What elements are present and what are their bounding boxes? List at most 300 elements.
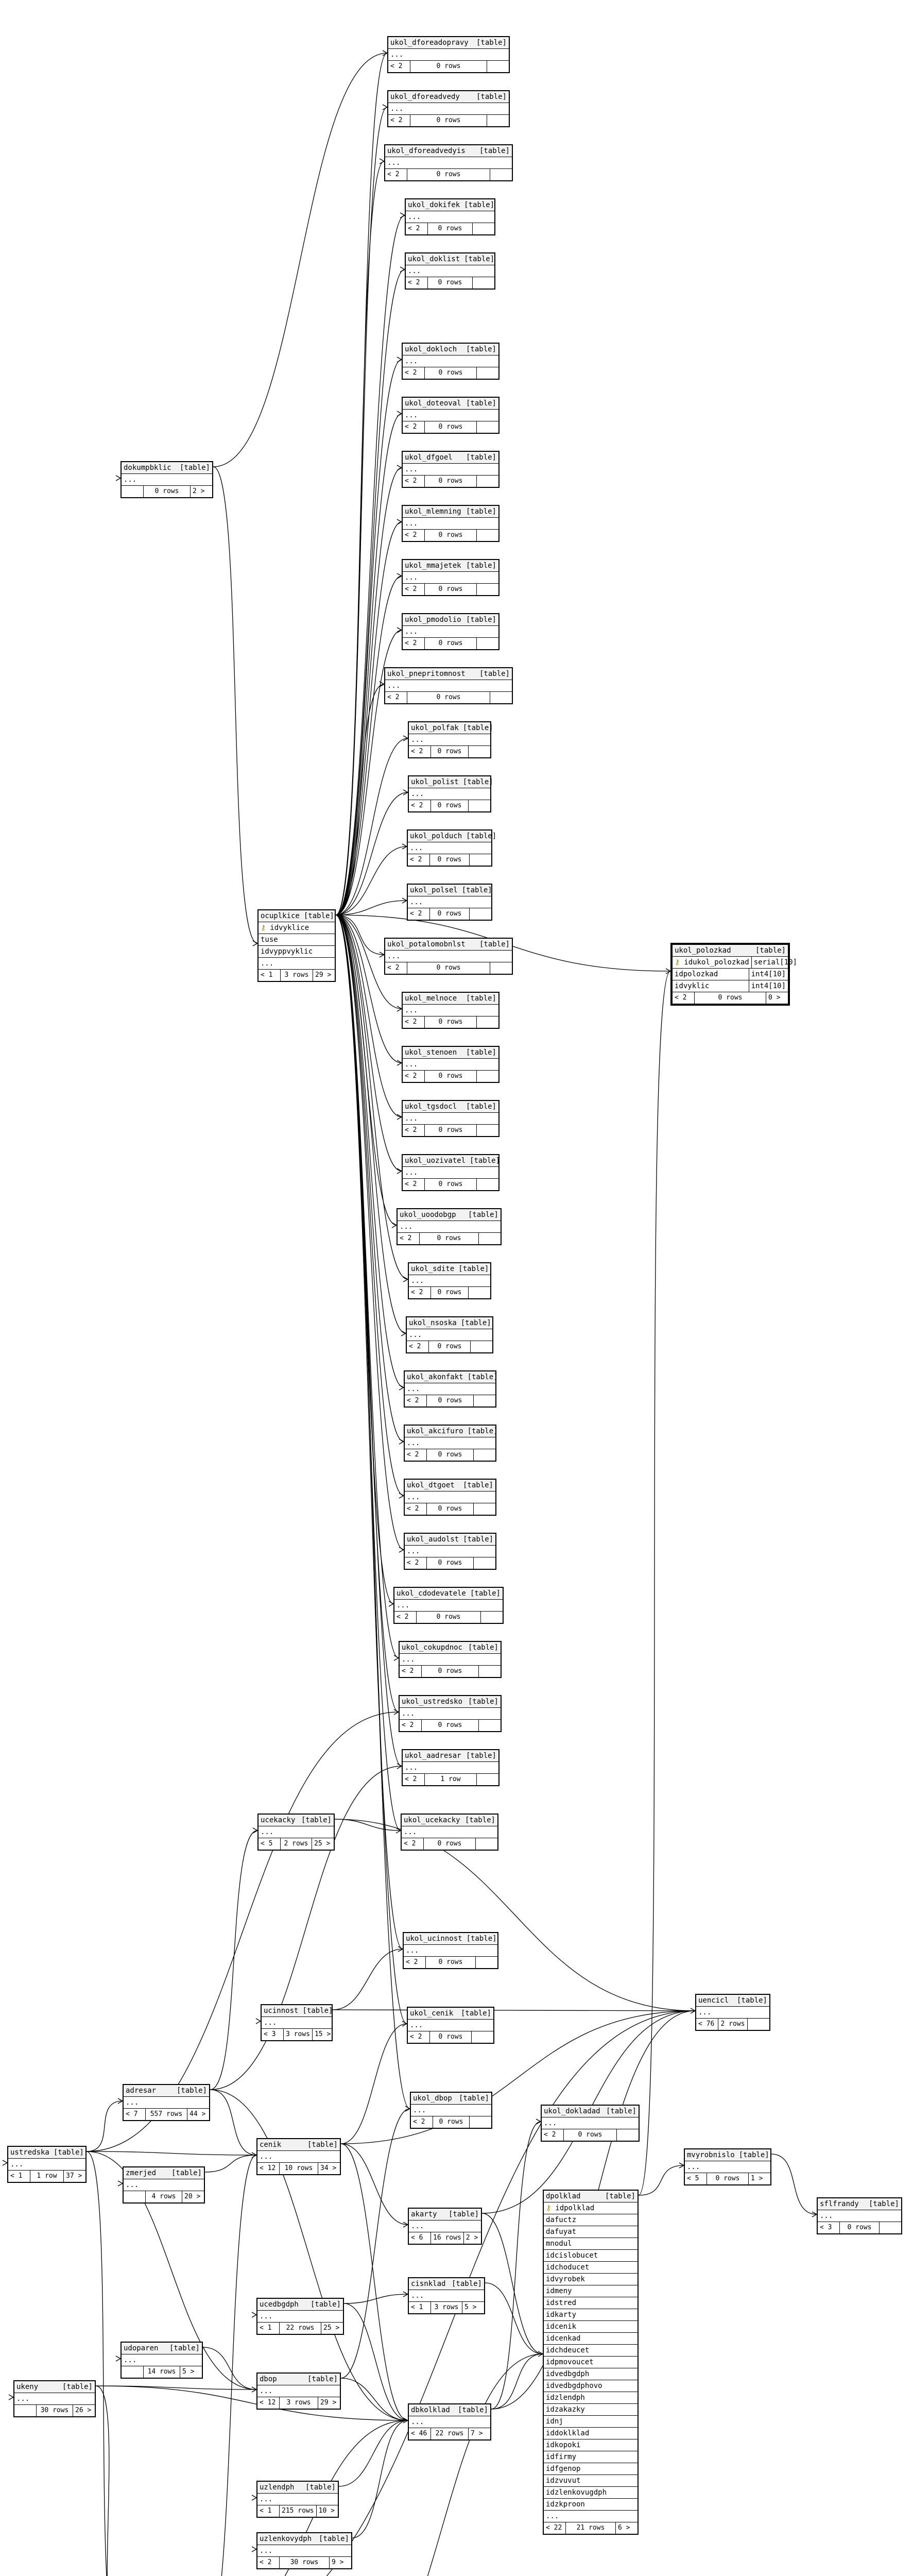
column-name: ... [407,1385,420,1393]
column-row[interactable] [406,211,494,223]
table-name[interactable]: ukol_polsel [410,886,458,894]
table-ukol-akonfakt[interactable] [404,1370,496,1408]
table-ukeny[interactable] [13,2380,96,2417]
child-count: 2 > [463,2232,486,2244]
column-row[interactable] [409,788,490,800]
column-row[interactable] [544,2368,638,2380]
child-count: 9 > [329,2557,351,2568]
table-title-row [411,2093,491,2105]
row-count: 0 rows [407,692,490,703]
table-name[interactable]: akarty [411,2210,437,2218]
table-ukol-cenik[interactable] [407,2007,494,2044]
column-row[interactable] [257,2545,351,2557]
table-name[interactable]: ukeny [16,2383,39,2391]
row-count: 0 rows [430,746,468,757]
column-row[interactable] [403,1167,498,1179]
column-row[interactable] [402,1826,497,1838]
table-ukol-ustredsko[interactable] [399,1695,502,1732]
row-count: 0 rows [429,854,469,866]
table-name[interactable]: ucinnost [264,2007,299,2015]
column-name: ... [126,2181,139,2189]
parent-count: < 2 [405,423,417,431]
column-row[interactable] [673,957,797,969]
column-name: idpmovoucet [546,2358,594,2366]
table-title-row [405,1426,498,1437]
table-ustredska[interactable] [7,2146,87,2183]
column-row[interactable] [388,103,509,115]
column-row[interactable] [257,2151,340,2163]
column-row[interactable] [8,2159,85,2171]
table-uzlenkovydph[interactable] [256,2532,352,2569]
table-ukol-dokladad[interactable] [541,2105,640,2142]
table-name[interactable]: cisnklad [411,2280,446,2288]
table-name[interactable]: ukol_polist [411,778,459,786]
column-row[interactable] [544,2392,638,2404]
table-name[interactable]: mvyrobnislo [687,2151,735,2159]
table-adresar[interactable] [123,2084,210,2121]
table-ukol-cokupdnoc[interactable] [399,1641,502,1678]
column-row[interactable] [544,2357,638,2368]
table-type-label: [table] [468,1643,498,1652]
column-row[interactable] [544,2333,638,2345]
table-title-row [406,253,494,265]
table-title-row [405,1534,495,1546]
table-ucekacky[interactable] [257,1814,335,1851]
table-name[interactable]: ocuplkice [261,912,300,920]
table-ukol-tgsdocl[interactable] [402,1100,499,1137]
table-name[interactable]: uzlenkovydph [260,2535,312,2543]
table-ocuplkice[interactable] [257,909,336,982]
table-name[interactable]: ukol_mmajetek [405,562,461,570]
column-row[interactable] [544,2475,638,2487]
table-name[interactable]: ukol_polfak [411,724,459,732]
table-ukol-cdodevatele[interactable] [393,1587,504,1624]
column-name: ... [405,1114,418,1123]
table-stats-row [403,1179,498,1190]
table-name[interactable]: ukol_dtgoet [407,1481,455,1489]
parent-count: < 2 [410,910,422,918]
column-row[interactable] [122,2354,202,2366]
table-name[interactable]: ukol_akcifuro [407,1427,463,1435]
column-row[interactable] [411,2105,491,2116]
table-ukol-ucekacky[interactable] [401,1814,498,1851]
table-title-row [406,199,494,211]
column-row[interactable] [257,2494,338,2505]
table-dokumpbklic[interactable] [120,461,213,498]
column-row[interactable] [409,734,490,746]
table-name[interactable]: ukol_aadresar [405,1752,461,1760]
relationship-edge [336,522,402,915]
column-name: ... [408,267,421,275]
relationship-edge [336,915,410,2109]
column-row[interactable] [673,969,788,980]
parent-count: < 5 [261,1840,273,1848]
table-stats-row [696,2019,769,2030]
table-name[interactable]: ukol_audolst [407,1535,459,1544]
table-name[interactable]: ukol_potalomobnlst [387,940,466,948]
parent-count: < 2 [405,1126,417,1134]
table-title-row [409,2404,490,2416]
column-row[interactable] [124,2179,204,2191]
table-name[interactable]: ukol_polozkad [675,946,731,955]
table-ukol-akcifuro[interactable] [404,1425,496,1462]
table-ukol-aadresar[interactable] [402,1749,499,1786]
parent-count: < 5 [687,2175,699,2182]
column-row[interactable] [542,2117,639,2129]
column-row[interactable] [544,2451,638,2463]
column-row[interactable] [124,2097,209,2109]
table-uencicl[interactable] [695,1994,770,2031]
column-row[interactable] [405,1383,495,1395]
table-ukol-polsel[interactable] [407,884,492,921]
row-count: 0 rows [410,61,487,72]
row-count: 2 rows [280,1838,312,1850]
table-name[interactable]: ukol_mlemning [405,507,461,516]
table-stats-row [398,1233,501,1244]
column-name: ... [264,2019,277,2027]
edge-arrowhead [252,2312,256,2317]
parent-count: < 2 [405,639,417,647]
column-row[interactable] [259,922,335,934]
column-row[interactable] [257,2385,340,2397]
table-ukol-uoodobgp[interactable] [397,1208,502,1245]
table-type-label: [table] [466,562,496,570]
table-ukol-melnoce[interactable] [402,992,499,1029]
table-name[interactable]: dpolklad [546,2192,581,2200]
table-cenik[interactable] [256,2138,341,2175]
table-title-row [409,2209,481,2221]
column-row[interactable] [388,49,509,61]
table-name[interactable]: ukol_doteoval [405,399,461,408]
column-row[interactable] [544,2274,638,2285]
table-title-row [257,2374,340,2385]
table-name[interactable]: uencicl [698,1996,729,2005]
table-zmerjed[interactable] [123,2166,205,2204]
table-name[interactable]: ukol_melnoce [405,994,457,1003]
table-title-row [544,2191,638,2202]
table-ukol-dokifek[interactable] [405,198,495,235]
column-row[interactable] [405,1437,495,1449]
column-row[interactable] [398,1221,501,1233]
column-name: idzvuvut [546,2477,581,2485]
column-row[interactable] [544,2250,638,2262]
column-row[interactable] [544,2428,638,2439]
column-row[interactable] [403,1059,498,1071]
column-row[interactable] [257,2311,343,2323]
child-count [473,1503,495,1515]
table-ukol-doklist[interactable] [405,252,495,290]
table-ukol-mlemning[interactable] [402,505,499,542]
table-ucedbgdph[interactable] [256,2298,344,2335]
column-row[interactable] [408,896,491,908]
table-type-label: [table] [466,399,496,408]
column-row[interactable] [385,951,512,962]
table-name[interactable]: zmerjed [126,2169,157,2177]
table-stats-row [400,1720,501,1731]
row-count: 3 rows [283,2029,312,2040]
table-ucinnost[interactable] [261,2004,333,2041]
table-ukol-pnepritomnost[interactable] [384,667,513,704]
column-name: ... [409,1331,422,1339]
column-row[interactable] [409,2221,481,2232]
table-type-label: [table] [466,453,496,462]
table-name[interactable]: ukol_dfgoel [405,453,453,462]
column-row[interactable] [405,1546,495,1557]
key-icon: ⚷ [675,958,680,967]
column-row[interactable] [394,1600,503,1612]
table-name[interactable]: ukol_cokupdnoc [402,1643,463,1652]
column-row[interactable] [259,1826,334,1838]
table-name[interactable]: adresar [126,2087,157,2095]
relationship-edge [341,2378,408,2420]
table-type-label: [table] [461,886,492,894]
table-ukol-ucinnost[interactable] [403,1932,498,1969]
column-row[interactable] [673,980,788,992]
column-name: ... [124,2356,137,2364]
column-row[interactable] [403,626,498,638]
column-name: ... [260,2495,273,2503]
column-row[interactable] [544,2297,638,2309]
table-name[interactable]: ukol_nsoska [409,1319,457,1327]
column-row[interactable] [403,1113,498,1125]
table-ukol-polist[interactable] [408,775,491,812]
parent-count: < 2 [404,1840,416,1848]
row-count: 0 rows [421,1666,478,1677]
table-name[interactable]: ukol_dokifek [408,201,460,209]
table-ukol-dokloch[interactable] [402,343,499,380]
table-type-label: [table] [462,778,493,786]
table-type-label: [table] [466,1103,496,1111]
table-ukol-stenoen[interactable] [402,1046,499,1083]
table-name[interactable]: ukol_dokladad [544,2107,600,2115]
column-row[interactable] [404,1945,497,1957]
table-sflfrandy[interactable] [817,2197,902,2234]
table-title-row [409,722,493,734]
column-row[interactable] [403,410,498,421]
child-count: 6 > [615,2522,638,2534]
relationship-edge [336,107,387,915]
table-title-row [400,1696,501,1708]
table-name[interactable]: ukol_stenoen [405,1048,457,1057]
table-ukol-polduch[interactable] [407,829,497,867]
column-row[interactable] [544,2487,638,2499]
table-name[interactable]: ukol_akonfakt [407,1373,463,1381]
column-row[interactable] [544,2511,638,2522]
column-name: ... [402,1709,415,1718]
table-name[interactable]: ukol_pnepritomnost [387,670,466,678]
table-title-row [409,776,493,788]
column-row[interactable] [409,2416,490,2428]
table-ukol-potalomobnlst[interactable] [384,938,513,975]
column-row[interactable] [818,2210,901,2222]
table-type-label: [table] [466,507,496,516]
table-name[interactable]: ukol_cdodevatele [397,1589,466,1598]
table-ukol-polozkad[interactable] [670,943,797,1006]
parent-count: < 2 [387,171,400,178]
column-name: ... [410,2021,423,2029]
parent-count: < 3 [264,2030,276,2038]
table-title-row [14,2381,95,2393]
column-row[interactable] [544,2202,638,2214]
column-row[interactable] [544,2214,638,2226]
table-ukol-audolst[interactable] [404,1533,496,1570]
table-title-row [257,2482,338,2494]
row-count: 0 rows [424,1071,476,1082]
column-row[interactable] [259,946,335,958]
table-name[interactable]: udoparen [124,2344,159,2352]
table-name[interactable]: ukol_pmodolio [405,616,461,624]
table-ukol-dfgoel[interactable] [402,451,499,488]
column-row[interactable] [408,2020,493,2031]
table-name[interactable]: ukol_doklist [408,255,460,263]
table-ukol-nsoska[interactable] [406,1316,493,1353]
column-name: ... [397,1601,410,1609]
table-stats-row [257,2323,343,2334]
table-name[interactable]: ukol_polduch [410,832,462,840]
column-row[interactable] [544,2404,638,2416]
column-row[interactable] [409,1275,490,1287]
column-row[interactable] [403,464,498,476]
column-row[interactable] [14,2393,95,2405]
table-mvyrobnislo[interactable] [684,2148,771,2185]
column-row[interactable] [400,1708,501,1720]
column-name: ... [405,411,418,419]
column-row[interactable] [403,572,498,584]
table-title-row [409,2278,484,2290]
column-row[interactable] [409,2290,484,2302]
column-row[interactable] [544,2321,638,2333]
column-row[interactable] [403,1005,498,1016]
column-name: ... [407,1439,420,1447]
child-count [468,746,490,757]
table-ukol-dtgoet[interactable] [404,1479,496,1516]
table-ukol-uozivatel[interactable] [402,1154,499,1191]
table-name[interactable]: ukol_ucinnost [406,1935,462,1943]
table-name[interactable]: ukol_tgsdocl [405,1103,457,1111]
table-stats-row [403,584,498,595]
column-row[interactable] [405,1492,495,1503]
parent-count: < 2 [390,62,403,70]
table-name[interactable]: ucedbgdph [260,2300,299,2309]
table-name[interactable]: dbkolklad [411,2406,450,2414]
table-ukol-dforeadvedyis[interactable] [384,144,513,181]
parent-count: < 2 [405,585,417,593]
table-title-row [257,2299,343,2311]
table-name[interactable]: ucekacky [261,1816,296,1824]
column-row[interactable] [544,2309,638,2321]
table-dbkolklad[interactable] [408,2403,491,2441]
column-row[interactable] [544,2238,638,2250]
column-row[interactable] [406,265,494,277]
column-row[interactable] [403,518,498,530]
table-udoparen[interactable] [120,2342,203,2379]
column-row[interactable] [696,2007,769,2019]
column-row[interactable] [403,1762,498,1774]
table-akarty[interactable] [408,2208,482,2245]
table-dpolklad[interactable] [543,2190,639,2535]
table-name[interactable]: sflfrandy [820,2200,859,2208]
table-cisnklad[interactable] [408,2277,485,2314]
column-row[interactable] [259,934,335,946]
table-name[interactable]: ukol_cenik [410,2009,454,2018]
relationship-edge [491,2122,541,2409]
table-name[interactable]: uzlendph [260,2483,295,2492]
table-stats-row [394,1612,503,1623]
table-title-row [403,398,498,410]
table-name[interactable]: dokumpbklic [124,464,171,472]
table-name[interactable]: ukol_dforeadopravy [390,39,469,47]
column-row[interactable] [407,1329,492,1341]
child-count [476,1071,498,1082]
table-name[interactable]: ukol_dforeadvedy [390,93,460,101]
column-name: ... [410,898,423,906]
relationship-edge [87,2151,256,2155]
column-row[interactable] [544,2463,638,2475]
column-row[interactable] [122,474,212,486]
table-name[interactable]: ukol_uozivatel [405,1157,466,1165]
table-ukol-dbop[interactable] [410,2092,492,2129]
relationship-edge [203,2347,256,2389]
column-row[interactable] [685,2161,770,2173]
table-ukol-pmodolio[interactable] [402,613,499,650]
table-name[interactable]: ustredska [10,2148,49,2157]
column-row[interactable] [544,2345,638,2357]
table-type-label: [table] [466,994,496,1003]
relationship-edge [341,2024,407,2144]
table-name[interactable]: ukol_dokloch [405,345,457,353]
column-row[interactable] [385,157,512,169]
table-uzlendph[interactable] [256,2481,339,2518]
table-name[interactable]: ukol_uoodobgp [400,1211,456,1219]
table-type-label: [table] [448,2210,479,2218]
column-row[interactable] [544,2439,638,2451]
column-row[interactable] [544,2499,638,2511]
table-ukol-polfak[interactable] [408,721,491,758]
table-name[interactable]: ukol_ustredsko [402,1698,463,1706]
column-row[interactable] [385,680,512,692]
table-name[interactable]: dbop [260,2375,277,2383]
column-row[interactable] [408,842,491,854]
table-dbop[interactable] [256,2372,341,2410]
child-count: 2 > [190,486,212,497]
table-name[interactable]: ukol_ucekacky [404,1816,460,1824]
column-row[interactable] [544,2285,638,2297]
column-row[interactable] [403,355,498,367]
column-name: idkopoki [546,2441,581,2449]
table-name[interactable]: ukol_dbop [413,2094,452,2103]
table-ukol-doteoval[interactable] [402,397,499,434]
table-name[interactable]: cenik [260,2141,282,2149]
table-name[interactable]: ukol_dforeadvedyis [387,147,466,155]
table-ukol-dforeadvedy[interactable] [387,90,510,127]
table-ukol-mmajetek[interactable] [402,559,499,596]
column-row[interactable] [544,2416,638,2428]
table-title-row [257,2533,351,2545]
relationship-edge [210,1831,257,2090]
column-row[interactable] [400,1654,501,1666]
column-row[interactable] [259,958,335,970]
column-row[interactable] [544,2262,638,2274]
row-count: 0 rows [423,1838,475,1850]
column-row[interactable] [544,2226,638,2238]
table-ukol-dforeadopravy[interactable] [387,36,510,73]
table-name[interactable]: ukol_sdite [411,1265,455,1273]
table-ukol-sdite[interactable] [408,1262,491,1299]
column-row[interactable] [544,2380,638,2392]
column-row[interactable] [262,2017,332,2029]
column-name: idcislobucet [546,2251,598,2260]
table-title-row [8,2147,85,2159]
